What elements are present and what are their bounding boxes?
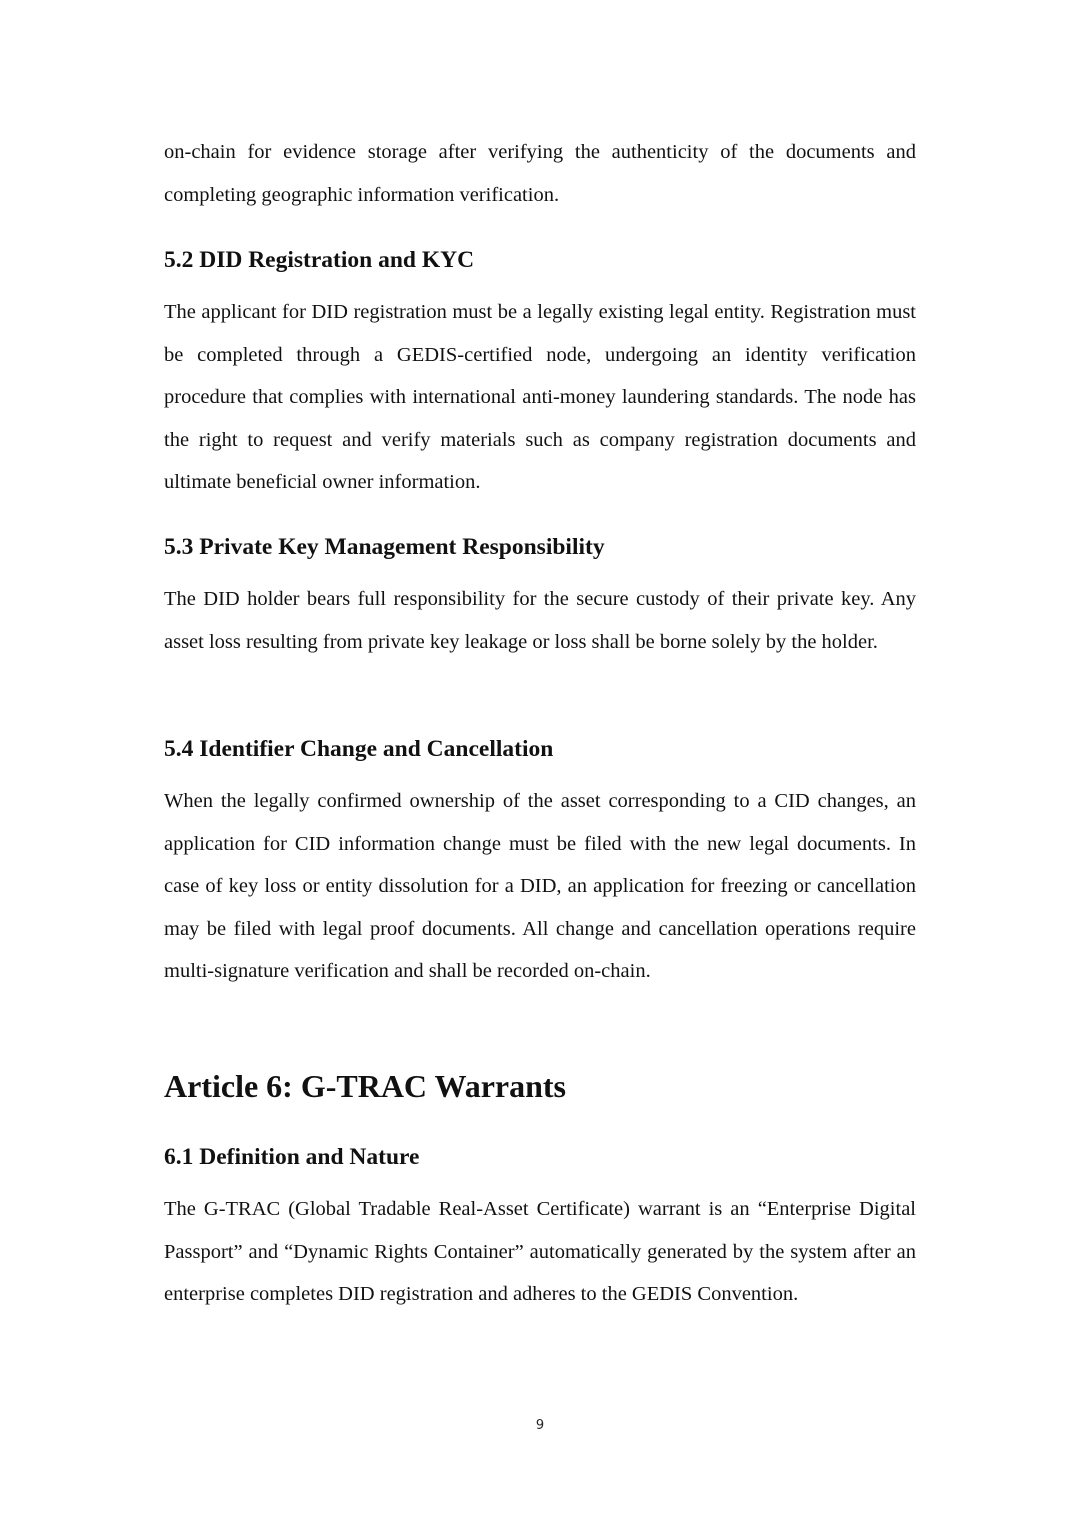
section-heading: 5.4 Identifier Change and Cancellation — [164, 736, 554, 762]
section-5-4-body — [164, 780, 916, 993]
page-number: 9 — [535, 1418, 545, 1433]
section-6-1-body — [164, 1188, 916, 1316]
article-heading: Article 6: G-TRAC Warrants — [164, 1068, 566, 1104]
section-heading: 5.2 DID Registration and KYC — [164, 247, 475, 273]
body-paragraph: When the legally confirmed ownership of the asset corresponding to a CID changes, an application for CID information change must be filed with the new legal documents. In case of key loss or entity dissolution for a DID, an application for freezing or cancellation may be filed with legal proof documents. All change and cancellation operations require multi-signature verification and shall be recorded on-chain. — [164, 790, 916, 982]
section-5-2-heading-block — [164, 245, 916, 275]
body-paragraph: on-chain for evidence storage after verifying the authenticity of the documents and completing geographic information verification. — [164, 141, 916, 206]
section-heading: 5.3 Private Key Management Responsibility — [164, 534, 605, 560]
article-6-heading-block — [164, 1066, 916, 1106]
body-paragraph: The applicant for DID registration must be a legally existing legal entity. Registration must be completed through a GEDIS-certified node, undergoing an identity verification procedure that complies with international anti-money laundering standards. The node has the right to request and verify materials such as company registration documents and ultimate beneficial owner information. — [164, 301, 916, 493]
section-5-2-body — [164, 291, 916, 504]
section-5-3-body — [164, 578, 916, 663]
continuation-paragraph — [164, 131, 916, 216]
body-paragraph: The G-TRAC (Global Tradable Real-Asset Certificate) warrant is an “Enterprise Digital Passport” and “Dynamic Rights Container” automatically generated by the system after an enterprise completes DID registration and adheres to the GEDIS Convention. — [164, 1198, 916, 1305]
section-5-3-heading-block — [164, 532, 916, 562]
section-5-4-heading-block — [164, 734, 916, 764]
section-6-1-heading-block — [164, 1142, 916, 1172]
body-paragraph: The DID holder bears full responsibility for the secure custody of their private key. Any asset loss resulting from private key leakage or loss shall be borne solely by the holder. — [164, 588, 916, 653]
section-heading: 6.1 Definition and Nature — [164, 1144, 420, 1170]
